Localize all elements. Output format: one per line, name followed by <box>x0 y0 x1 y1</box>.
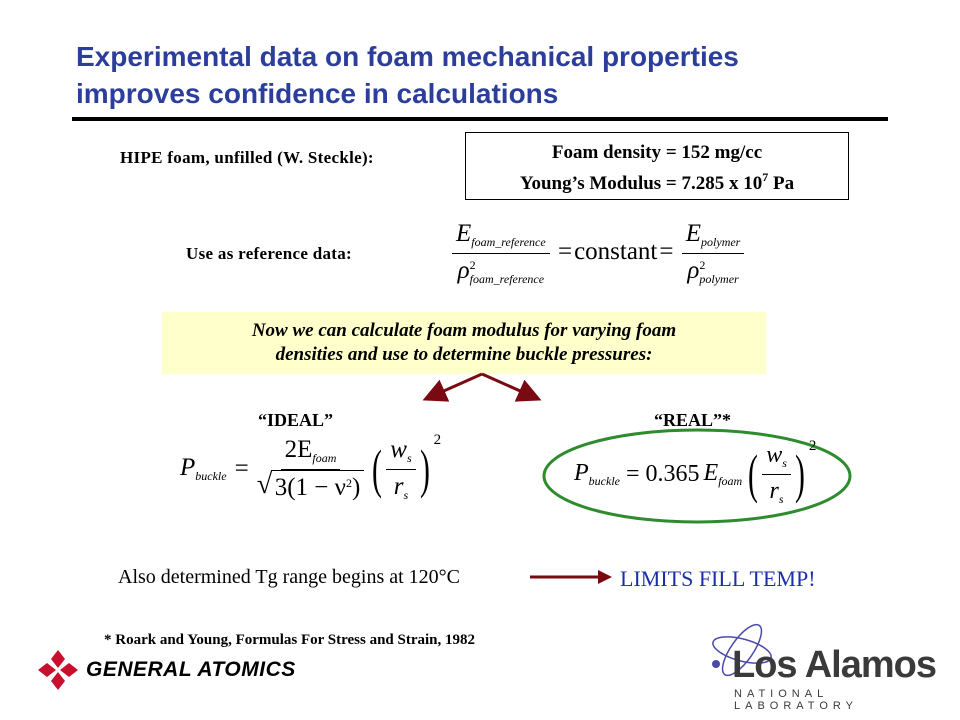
s-subscript: s <box>406 450 412 465</box>
limits-text: LIMITS FILL TEMP! <box>620 566 816 591</box>
s-subscript: s <box>778 491 784 506</box>
polymer-subscript: polymer <box>701 235 741 249</box>
title-divider <box>72 117 888 121</box>
ga-wordmark: GENERAL ATOMICS <box>86 658 296 681</box>
los-alamos-logo <box>694 616 940 712</box>
split-arrows <box>400 368 560 408</box>
callout-line-2: densities and use to determine buckle pressures: <box>275 344 653 365</box>
title-line-1: Experimental data on foam mechanical properties <box>76 41 739 72</box>
s-subscript: s <box>782 455 787 470</box>
close-paren: ) <box>351 474 361 501</box>
footnote: * Roark and Young, Formulas For Stress and Strain, 1982 <box>104 632 476 648</box>
reference-equation <box>452 220 744 287</box>
equals-sign: = <box>659 238 674 266</box>
E-symbol: E <box>456 220 472 247</box>
foam-reference-fraction <box>452 220 550 287</box>
left-paren: ( <box>372 439 383 499</box>
left-paren: ( <box>748 444 759 504</box>
modulus-unit: Pa <box>768 173 795 194</box>
s-subscript: s <box>403 487 409 502</box>
nu-exponent: 2 <box>345 476 352 490</box>
density-line: Foam density = 152 mg/cc <box>551 142 763 163</box>
right-paren: ) <box>794 444 805 504</box>
arrow-left <box>428 374 482 398</box>
equals-coefficient: = 0.365 <box>625 460 700 487</box>
buckle-subscript: buckle <box>195 469 227 483</box>
E-symbol: E <box>685 220 702 247</box>
square-exponent: 2 <box>433 432 442 448</box>
real-label: “REAL”* <box>654 410 732 430</box>
arrow-right <box>482 374 536 398</box>
real-equation <box>574 438 816 510</box>
square-exponent: 2 <box>469 258 476 272</box>
ratio-fraction <box>762 442 791 507</box>
ideal-equation <box>180 432 441 506</box>
foam-subscript: foam <box>312 451 337 465</box>
equals-sign: = <box>557 238 573 266</box>
constant-word: constant <box>574 238 658 266</box>
title-line-2: improves confidence in calculations <box>76 78 559 109</box>
r-symbol: r <box>393 472 404 500</box>
P-symbol: P <box>180 454 196 481</box>
ideal-fraction <box>257 436 365 502</box>
density-box <box>465 132 849 200</box>
modulus-text: Young’s Modulus = 7.285 x 10 <box>519 173 763 194</box>
reference-label: Use as reference data: <box>186 244 352 263</box>
limits-arrow <box>526 566 616 588</box>
P-symbol: P <box>574 459 589 486</box>
los-alamos-wordmark: Los Alamos <box>732 644 936 686</box>
callout-line-1: Now we can calculate foam modulus for varying foam <box>251 320 677 341</box>
numerator: 2E <box>284 436 313 463</box>
rho-symbol: ρ <box>457 257 470 284</box>
modulus-line <box>466 165 848 196</box>
slide-title <box>76 38 896 112</box>
national-laboratory-text: NATIONAL LABORATORY <box>734 688 858 712</box>
modulus-exponent: 7 <box>762 170 769 184</box>
ratio-fraction <box>386 436 415 503</box>
rho-symbol: ρ <box>687 257 700 284</box>
E-symbol: E <box>703 459 719 486</box>
square-exponent: 2 <box>699 258 706 272</box>
r-symbol: r <box>769 477 779 504</box>
w-symbol: w <box>766 441 783 468</box>
general-atomics-logo <box>36 648 296 692</box>
sqrt-sign: √ <box>256 469 273 500</box>
ideal-label: “IDEAL” <box>258 410 334 430</box>
foam-ref-subscript: foam_reference <box>471 235 546 249</box>
foam-ref-subscript: foam_reference <box>469 272 545 286</box>
polymer-fraction <box>682 220 745 287</box>
square-exponent: 2 <box>808 438 817 454</box>
ga-diamond-icon <box>36 648 80 692</box>
tg-note: Also determined Tg range begins at 120°C <box>118 566 461 588</box>
foam-subscript: foam <box>718 473 743 488</box>
calculation-callout <box>162 312 766 374</box>
equals-sign: = <box>234 455 249 482</box>
right-paren: ) <box>419 439 430 499</box>
w-symbol: w <box>390 435 407 463</box>
buckle-subscript: buckle <box>588 473 620 488</box>
denominator: 3(1 − ν <box>274 474 346 501</box>
foam-label: HIPE foam, unfilled (W. Steckle): <box>120 148 374 167</box>
polymer-subscript: polymer <box>699 272 739 286</box>
